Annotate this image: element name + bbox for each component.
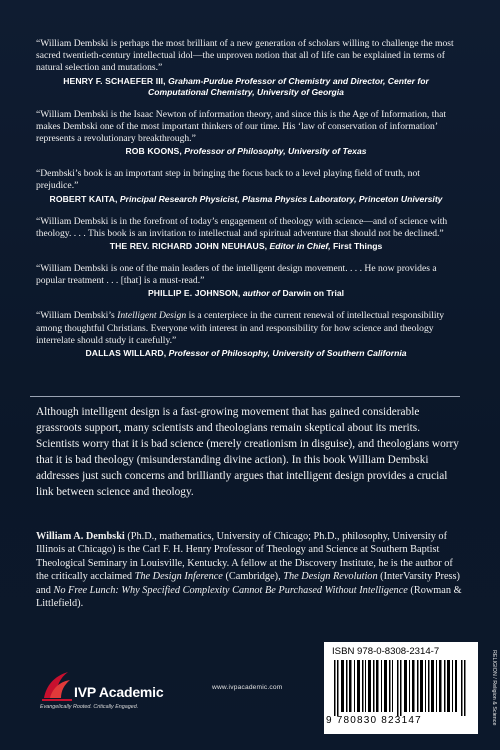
publisher-url[interactable]: www.ivpacademic.com bbox=[212, 684, 283, 691]
bio-book-title: The Design Inference bbox=[134, 571, 223, 583]
barcode-box bbox=[324, 642, 478, 734]
bio-text: (Rowman & Littlefield). bbox=[36, 584, 462, 610]
endorsement-attribution bbox=[36, 76, 456, 98]
endorser-role: Professor of Philosophy, University of Texas bbox=[184, 146, 367, 157]
author-name: William A. Dembski bbox=[36, 531, 125, 542]
endorser-role: Principal Research Physicist, Plasma Physics Laboratory, Princeton University bbox=[119, 193, 443, 204]
endorser-publication: Darwin on Trial bbox=[282, 288, 345, 299]
endorser-role: Graham-Purdue Professor of Chemistry and Director, Center for Computational Chemistry, University of Georgia bbox=[148, 75, 429, 97]
barcode-icon bbox=[334, 660, 468, 716]
author-bio bbox=[36, 530, 464, 610]
endorser-role: author of bbox=[242, 288, 281, 299]
bio-book-title: No Free Lunch: Why Specified Complexity Cannot Be Purchased Without Intelligence bbox=[53, 584, 408, 596]
endorsement bbox=[36, 109, 456, 158]
endorser-name: ROBERT KAITA, bbox=[49, 193, 118, 204]
quote-text: “William Dembski’s bbox=[36, 310, 118, 322]
endorsement-attribution bbox=[36, 194, 456, 205]
endorser-name: DALLAS WILLARD, bbox=[85, 348, 167, 359]
endorsements-section bbox=[36, 38, 456, 370]
endorser-name: HENRY F. SCHAEFER III, bbox=[63, 75, 166, 86]
bio-text: (Ph.D., mathematics, University of Chicago; Ph.D., philosophy, University of Illinois at Chicago) is the Carl F. H. Henry Professor of Theology and Science at Southern Baptist Theological Seminary in Louisville, Kentucky. A fellow at the Discovery Institute, he is the author of the critically acclaimed bbox=[36, 531, 453, 583]
endorsement-attribution bbox=[36, 146, 456, 157]
endorsement-attribution bbox=[36, 348, 456, 359]
endorser-role: Editor in Chief, bbox=[269, 241, 331, 252]
endorsement-quote: “William Dembski is one of the main leaders of the intelligent design movement. . . . He now provides a popular treatment . . . [that] is a must-read.” bbox=[36, 263, 437, 287]
endorser-name: PHILLIP E. JOHNSON, bbox=[147, 288, 241, 299]
endorsement-quote: “Dembski’s book is an important step in bringing the focus back to a level playing field of truth, not prejudice.” bbox=[36, 168, 420, 192]
endorser-publication: First Things bbox=[333, 241, 383, 252]
quote-book-title: Intelligent Design bbox=[117, 310, 187, 322]
endorsement-quote: “William Dembski is the Isaac Newton of information theory, and since this is the Age of Information, that makes Dembski one of the most important thinkers of our time. His ‘law of conservation of information’ represents a revolutionary breakthrough.” bbox=[36, 108, 447, 145]
endorsement bbox=[36, 168, 456, 204]
book-description: Although intelligent design is a fast-growing movement that has gained considerable grassroots support, many scientists and theologians remain skeptical about its merits. Scientists worry that it is bad science (merely creationism in disguise), and theologians worry that it is bad theology (misunderstanding divine action). In this book William Dembski addresses just such concerns and brilliantly argues that intelligent design provides a crucial link between science and theology. bbox=[36, 406, 459, 498]
publisher-tagline: Evangelically Rooted. Critically Engaged. bbox=[40, 704, 139, 710]
isbn-label: ISBN 978-0-8308-2314-7 bbox=[332, 646, 440, 657]
endorsement-attribution bbox=[36, 288, 456, 299]
publisher-logo bbox=[40, 668, 170, 716]
endorsement-quote: “William Dembski is perhaps the most brilliant of a new generation of scholars willing to challenge the most sacred twentieth-century intellectual idol—the unproven notion that all of life can be explained in terms of natural selection and mutations.” bbox=[36, 38, 454, 74]
bio-text: (InterVarsity Press) and bbox=[36, 571, 460, 596]
publisher-name: IVP Academic bbox=[74, 684, 164, 700]
endorser-role: Professor of Philosophy, University of Southern California bbox=[168, 348, 407, 359]
quote-text: is a centerpiece in the current renewal of intellectual responsibility among thoughtful Christians. Everyone with interest in and responsibility for how science and theology interrelate should study it carefully.” bbox=[36, 310, 445, 346]
section-divider bbox=[30, 396, 460, 397]
endorsement bbox=[36, 38, 456, 98]
endorsement bbox=[36, 310, 456, 359]
flame-icon bbox=[40, 668, 74, 704]
bio-book-title: The Design Revolution bbox=[283, 571, 378, 583]
endorsement-quote: “William Dembski is in the forefront of today’s engagement of theology with science—and of science with theology. . . . This book is an invitation to intellectual and spiritual adventure that should not be declined.” bbox=[36, 215, 448, 239]
endorsement-quote bbox=[36, 310, 456, 347]
endorsement bbox=[36, 216, 456, 252]
endorsement bbox=[36, 263, 456, 299]
endorsement-attribution bbox=[36, 241, 456, 252]
bio-text: (Cambridge), bbox=[222, 571, 284, 583]
barcode-digits: 9 780830 823147 bbox=[326, 715, 422, 726]
endorser-name: THE REV. RICHARD JOHN NEUHAUS, bbox=[109, 241, 268, 252]
category-label: RELIGION / Religion & Science bbox=[491, 650, 497, 726]
endorser-name: ROB KOONS, bbox=[125, 146, 182, 157]
